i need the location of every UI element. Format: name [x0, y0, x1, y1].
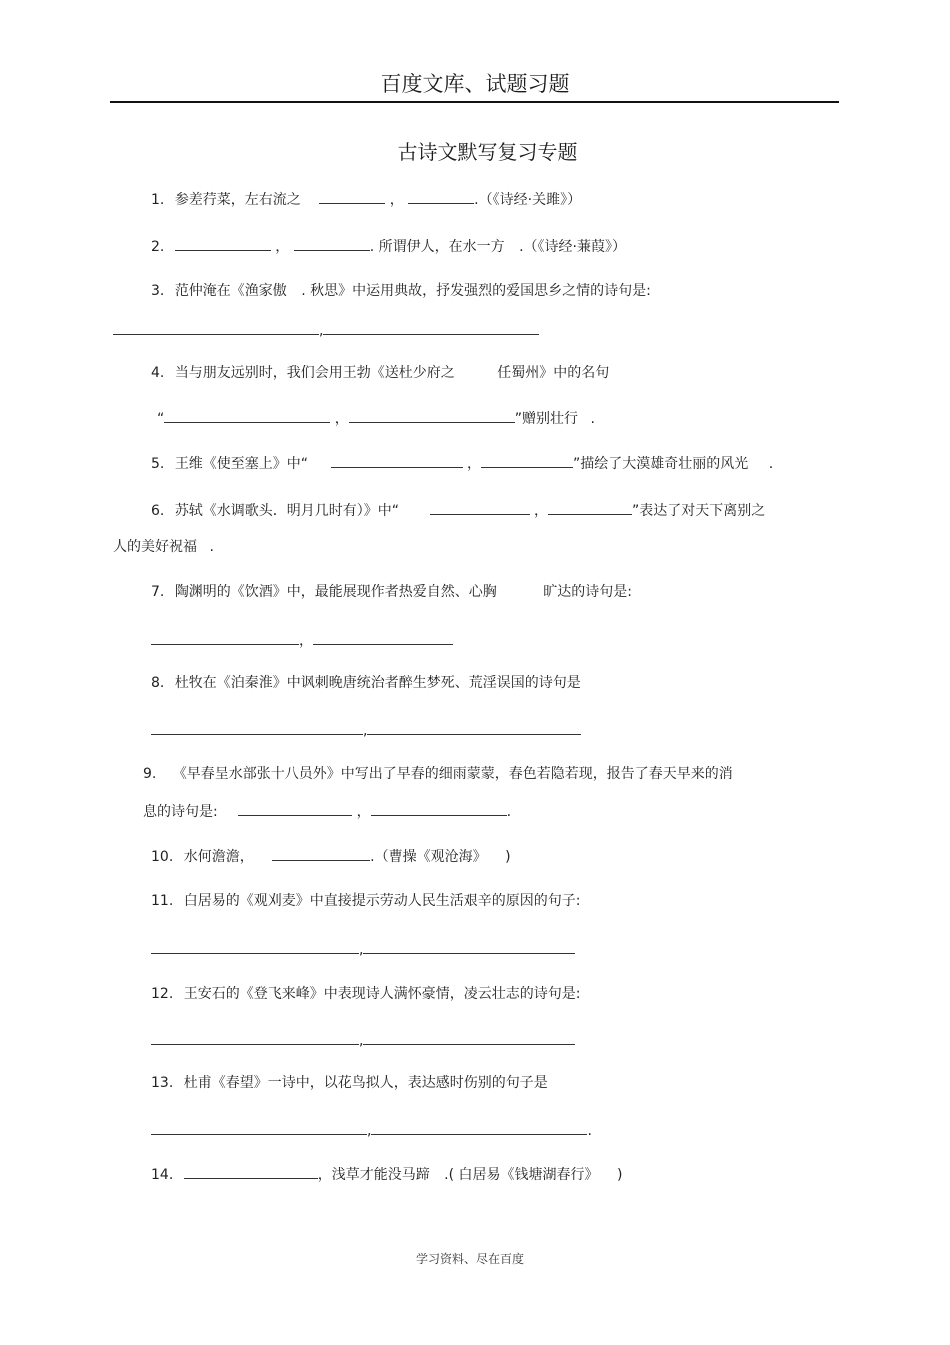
- header-divider: [110, 101, 839, 103]
- question-4: [151, 363, 609, 383]
- question-14: [151, 1164, 622, 1185]
- question-text: . 所谓伊人，在水一方: [369, 239, 505, 255]
- separator: ，: [356, 804, 371, 820]
- question-text: ，: [389, 192, 404, 208]
- question-text: 范仲淹在《渔家傲: [174, 283, 287, 299]
- question-9: [143, 764, 733, 784]
- question-6-continuation: [113, 537, 214, 557]
- question-text: ”描绘了大漠雄奇壮丽的风光: [572, 456, 749, 472]
- question-text: ”表达了对天下离别之: [631, 503, 766, 519]
- question-12: [151, 984, 580, 1004]
- question-number: 1.: [151, 192, 165, 208]
- question-text: .（曹操《观沧海》: [370, 849, 487, 865]
- question-7-answer-line: [151, 630, 453, 651]
- answer-blank[interactable]: [151, 630, 299, 645]
- question-text: ，浅草才能没马蹄: [317, 1167, 430, 1183]
- question-3-answer-line: [113, 320, 539, 341]
- question-text: 任蜀州》中的名句: [497, 365, 610, 381]
- question-2: [151, 236, 626, 257]
- separator: ,: [359, 942, 364, 958]
- question-number: 7.: [151, 584, 165, 600]
- answer-blank[interactable]: [151, 1120, 367, 1135]
- question-text: 息的诗句是:: [143, 804, 218, 820]
- separator: ,: [363, 723, 368, 739]
- question-text: ): [617, 1167, 623, 1183]
- question-number: 2.: [151, 239, 165, 255]
- answer-blank[interactable]: [331, 453, 463, 468]
- question-11-answer-line: [151, 939, 575, 960]
- page-header-title: 百度文库、试题习题: [380, 72, 570, 96]
- answer-blank[interactable]: [175, 236, 271, 251]
- question-text: .（《诗经·蒹葭》）: [519, 239, 626, 255]
- question-number: 10.: [151, 849, 174, 865]
- document-title: 古诗文默写复习专题: [397, 140, 578, 164]
- question-12-answer-line: [151, 1030, 575, 1051]
- answer-blank[interactable]: [313, 630, 453, 645]
- question-text: . 秋思》中运用典故，抒发强烈的爱国思乡之情的诗句是:: [301, 283, 651, 299]
- question-text: 杜牧在《泊秦淮》中讽刺晚唐统治者醉生梦死、荒淫误国的诗句是: [174, 675, 581, 691]
- question-text: 杜甫《春望》一诗中，以花鸟拟人，表达感时伤别的句子是: [183, 1075, 548, 1091]
- question-6: [151, 500, 765, 521]
- question-4-answer-line: [157, 408, 595, 429]
- question-text: 白居易的《观刈麦》中直接提示劳动人民生活艰辛的原因的句子:: [183, 893, 581, 909]
- question-10: [151, 846, 511, 867]
- separator: ,: [359, 1033, 364, 1049]
- separator: ，: [466, 456, 481, 472]
- page-footer: 学习资料、尽在百度: [415, 1252, 524, 1266]
- answer-blank[interactable]: [408, 189, 474, 204]
- question-7: [151, 582, 632, 602]
- separator: ，: [533, 503, 548, 519]
- question-3: [151, 281, 651, 301]
- period: .: [209, 539, 214, 555]
- question-text: 人的美好祝福: [113, 539, 197, 555]
- question-11: [151, 891, 580, 911]
- question-number: 13.: [151, 1075, 174, 1091]
- answer-blank[interactable]: [323, 320, 539, 335]
- question-text: 《早春呈水部张十八员外》中写出了早春的细雨蒙蒙，春色若隐若现，报告了春天早来的消: [172, 766, 733, 782]
- answer-blank[interactable]: [238, 801, 352, 816]
- period: .: [590, 411, 595, 427]
- question-text: ): [505, 849, 511, 865]
- answer-blank[interactable]: [113, 320, 319, 335]
- question-text: 参差荇菜，左右流之: [174, 192, 301, 208]
- question-number: 12.: [151, 986, 174, 1002]
- answer-blank[interactable]: [548, 500, 632, 515]
- period: .: [587, 1123, 592, 1139]
- question-text: 王安石的《登飞来峰》中表现诗人满怀豪情，凌云壮志的诗句是:: [183, 986, 581, 1002]
- question-text: 陶渊明的《饮酒》中，最能展现作者热爱自然、心胸: [174, 584, 497, 600]
- question-text: 苏轼《水调歌头．明月几时有）》中“: [174, 503, 400, 519]
- answer-blank[interactable]: [151, 939, 359, 954]
- question-number: 8.: [151, 675, 165, 691]
- answer-blank[interactable]: [184, 1164, 318, 1179]
- question-8-answer-line: [151, 720, 581, 741]
- question-number: 9.: [143, 766, 157, 782]
- separator: ,: [367, 1123, 372, 1139]
- separator: ，: [334, 411, 349, 427]
- question-13: [151, 1073, 548, 1093]
- answer-blank[interactable]: [294, 236, 370, 251]
- question-text: .( 白居易《钱塘湖春行》: [444, 1167, 599, 1183]
- answer-blank[interactable]: [367, 720, 581, 735]
- question-text: 当与朋友远别时，我们会用王勃《送杜少府之: [174, 365, 455, 381]
- answer-blank[interactable]: [363, 939, 575, 954]
- separator: ,: [319, 323, 324, 339]
- question-text: ，: [275, 239, 290, 255]
- question-13-answer-line: [151, 1120, 592, 1141]
- question-number: 6.: [151, 503, 165, 519]
- answer-blank[interactable]: [363, 1030, 575, 1045]
- answer-blank[interactable]: [371, 1120, 587, 1135]
- question-1: [151, 189, 581, 210]
- question-number: 5.: [151, 456, 165, 472]
- question-text: .（《诗经·关雎》）: [474, 192, 582, 208]
- answer-blank[interactable]: [430, 500, 530, 515]
- answer-blank[interactable]: [151, 720, 363, 735]
- answer-blank[interactable]: [371, 801, 507, 816]
- period: .: [506, 804, 512, 820]
- question-text: ”赠别壮行: [514, 411, 578, 427]
- question-text: 水何澹澹，: [183, 849, 254, 865]
- question-8: [151, 673, 581, 693]
- answer-blank[interactable]: [349, 408, 515, 423]
- answer-blank[interactable]: [481, 453, 573, 468]
- answer-blank[interactable]: [272, 846, 370, 861]
- question-number: 3.: [151, 283, 165, 299]
- quote-mark: “: [157, 411, 165, 427]
- question-number: 4.: [151, 365, 165, 381]
- answer-blank[interactable]: [164, 408, 330, 423]
- question-9-answer-line: [143, 801, 511, 822]
- question-number: 14.: [151, 1167, 174, 1183]
- answer-blank[interactable]: [151, 1030, 359, 1045]
- question-5: [151, 453, 773, 474]
- question-text: 旷达的诗句是:: [543, 584, 632, 600]
- question-number: 11.: [151, 893, 174, 909]
- separator: ，: [299, 633, 313, 649]
- period: .: [768, 456, 774, 472]
- question-text: 王维《使至塞上》中“: [174, 456, 309, 472]
- answer-blank[interactable]: [319, 189, 385, 204]
